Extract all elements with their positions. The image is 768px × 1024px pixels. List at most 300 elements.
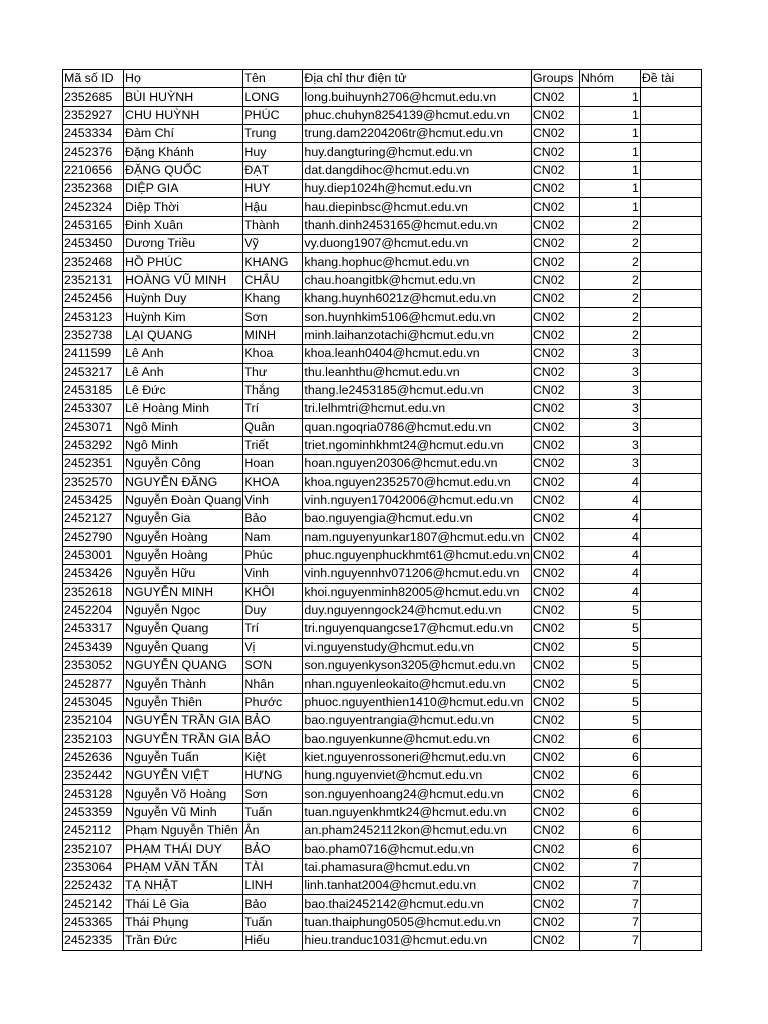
cell-last-name[interactable]: Đặng Khánh: [124, 143, 243, 161]
cell-team[interactable]: 2: [579, 290, 640, 308]
cell-id[interactable]: 2352442: [63, 767, 124, 785]
cell-groups[interactable]: CN02: [531, 748, 579, 766]
cell-topic[interactable]: [640, 253, 701, 271]
cell-topic[interactable]: [640, 895, 701, 913]
cell-email[interactable]: phuc.nguyenphuckhmt61@hcmut.edu.vn: [303, 546, 531, 564]
cell-last-name[interactable]: Nguyễn Thiên: [124, 693, 243, 711]
cell-topic[interactable]: [640, 363, 701, 381]
cell-last-name[interactable]: Trần Đức: [124, 932, 243, 950]
cell-id[interactable]: 2453001: [63, 546, 124, 564]
cell-topic[interactable]: [640, 473, 701, 491]
cell-last-name[interactable]: Nguyễn Vũ Minh: [124, 803, 243, 821]
cell-email[interactable]: thanh.dinh2453165@hcmut.edu.vn: [303, 216, 531, 234]
cell-topic[interactable]: [640, 546, 701, 564]
cell-team[interactable]: 3: [579, 400, 640, 418]
cell-topic[interactable]: [640, 88, 701, 106]
cell-topic[interactable]: [640, 491, 701, 509]
cell-topic[interactable]: [640, 125, 701, 143]
header-cell-topic[interactable]: Đề tài: [640, 70, 701, 88]
cell-email[interactable]: khoa.nguyen2352570@hcmut.edu.vn: [303, 473, 531, 491]
cell-email[interactable]: tuan.nguyenkhmtk24@hcmut.edu.vn: [303, 803, 531, 821]
cell-id[interactable]: 2453426: [63, 565, 124, 583]
cell-team[interactable]: 4: [579, 528, 640, 546]
cell-topic[interactable]: [640, 840, 701, 858]
cell-first-name[interactable]: Sơn: [243, 785, 303, 803]
cell-id[interactable]: 2352570: [63, 473, 124, 491]
cell-last-name[interactable]: NGUYỄN VIỆT: [124, 767, 243, 785]
cell-first-name[interactable]: KHOA: [243, 473, 303, 491]
cell-last-name[interactable]: NGUYỄN MINH: [124, 583, 243, 601]
cell-team[interactable]: 4: [579, 583, 640, 601]
cell-email[interactable]: chau.hoangitbk@hcmut.edu.vn: [303, 271, 531, 289]
cell-id[interactable]: 2352107: [63, 840, 124, 858]
cell-team[interactable]: 3: [579, 455, 640, 473]
cell-id[interactable]: 2453128: [63, 785, 124, 803]
cell-last-name[interactable]: Nguyễn Quang: [124, 638, 243, 656]
cell-groups[interactable]: CN02: [531, 767, 579, 785]
cell-topic[interactable]: [640, 748, 701, 766]
cell-id[interactable]: 2453450: [63, 235, 124, 253]
cell-id[interactable]: 2353064: [63, 858, 124, 876]
cell-first-name[interactable]: PHÚC: [243, 106, 303, 124]
cell-last-name[interactable]: Đàm Chí: [124, 125, 243, 143]
cell-first-name[interactable]: Triết: [243, 436, 303, 454]
cell-email[interactable]: nhan.nguyenleokaito@hcmut.edu.vn: [303, 675, 531, 693]
cell-id[interactable]: 2353052: [63, 657, 124, 675]
cell-topic[interactable]: [640, 730, 701, 748]
cell-last-name[interactable]: Nguyễn Hoàng: [124, 528, 243, 546]
cell-groups[interactable]: CN02: [531, 216, 579, 234]
cell-topic[interactable]: [640, 913, 701, 931]
cell-email[interactable]: hoan.nguyen20306@hcmut.edu.vn: [303, 455, 531, 473]
cell-groups[interactable]: CN02: [531, 693, 579, 711]
cell-team[interactable]: 5: [579, 693, 640, 711]
cell-id[interactable]: 2352104: [63, 712, 124, 730]
cell-first-name[interactable]: LINH: [243, 877, 303, 895]
cell-first-name[interactable]: Huy: [243, 143, 303, 161]
cell-last-name[interactable]: Lê Đức: [124, 381, 243, 399]
cell-groups[interactable]: CN02: [531, 546, 579, 564]
cell-last-name[interactable]: NGUYỄN QUANG: [124, 657, 243, 675]
cell-first-name[interactable]: Trí: [243, 620, 303, 638]
cell-team[interactable]: 3: [579, 345, 640, 363]
cell-topic[interactable]: [640, 235, 701, 253]
cell-first-name[interactable]: Trung: [243, 125, 303, 143]
cell-last-name[interactable]: HOÀNG VŨ MINH: [124, 271, 243, 289]
cell-first-name[interactable]: Khang: [243, 290, 303, 308]
cell-id[interactable]: 2452376: [63, 143, 124, 161]
cell-last-name[interactable]: Nguyễn Đoàn Quang: [124, 491, 243, 509]
cell-email[interactable]: son.nguyenhoang24@hcmut.edu.vn: [303, 785, 531, 803]
header-cell-id[interactable]: Mã số ID: [63, 70, 124, 88]
cell-team[interactable]: 1: [579, 125, 640, 143]
cell-id[interactable]: 2453045: [63, 693, 124, 711]
cell-groups[interactable]: CN02: [531, 253, 579, 271]
cell-last-name[interactable]: Diệp Thời: [124, 198, 243, 216]
cell-email[interactable]: tuan.thaiphung0505@hcmut.edu.vn: [303, 913, 531, 931]
cell-id[interactable]: 2210656: [63, 161, 124, 179]
cell-email[interactable]: phuc.chuhyn8254139@hcmut.edu.vn: [303, 106, 531, 124]
cell-email[interactable]: bao.nguyenkunne@hcmut.edu.vn: [303, 730, 531, 748]
cell-topic[interactable]: [640, 290, 701, 308]
cell-groups[interactable]: CN02: [531, 657, 579, 675]
cell-last-name[interactable]: TẠ NHẬT: [124, 877, 243, 895]
cell-groups[interactable]: CN02: [531, 528, 579, 546]
cell-first-name[interactable]: Vinh: [243, 491, 303, 509]
cell-team[interactable]: 1: [579, 161, 640, 179]
cell-last-name[interactable]: ĐẶNG QUỐC: [124, 161, 243, 179]
cell-email[interactable]: khoi.nguyenminh82005@hcmut.edu.vn: [303, 583, 531, 601]
cell-team[interactable]: 2: [579, 271, 640, 289]
cell-team[interactable]: 3: [579, 436, 640, 454]
cell-last-name[interactable]: NGUYỄN TRẦN GIA: [124, 712, 243, 730]
cell-team[interactable]: 3: [579, 418, 640, 436]
cell-first-name[interactable]: Hậu: [243, 198, 303, 216]
cell-team[interactable]: 6: [579, 803, 640, 821]
cell-last-name[interactable]: Huỳnh Kim: [124, 308, 243, 326]
cell-id[interactable]: 2452456: [63, 290, 124, 308]
cell-groups[interactable]: CN02: [531, 143, 579, 161]
cell-email[interactable]: linh.tanhat2004@hcmut.edu.vn: [303, 877, 531, 895]
cell-first-name[interactable]: Thành: [243, 216, 303, 234]
cell-last-name[interactable]: BÙI HUỲNH: [124, 88, 243, 106]
cell-last-name[interactable]: Lê Anh: [124, 345, 243, 363]
cell-team[interactable]: 2: [579, 253, 640, 271]
cell-id[interactable]: 2453185: [63, 381, 124, 399]
header-cell-groups[interactable]: Groups: [531, 70, 579, 88]
cell-id[interactable]: 2452127: [63, 510, 124, 528]
cell-groups[interactable]: CN02: [531, 271, 579, 289]
cell-id[interactable]: 2411599: [63, 345, 124, 363]
cell-first-name[interactable]: Vỹ: [243, 235, 303, 253]
cell-id[interactable]: 2452204: [63, 601, 124, 619]
cell-team[interactable]: 6: [579, 785, 640, 803]
cell-topic[interactable]: [640, 932, 701, 950]
cell-groups[interactable]: CN02: [531, 620, 579, 638]
cell-team[interactable]: 4: [579, 473, 640, 491]
cell-groups[interactable]: CN02: [531, 822, 579, 840]
cell-id[interactable]: 2352685: [63, 88, 124, 106]
cell-email[interactable]: quan.ngoqria0786@hcmut.edu.vn: [303, 418, 531, 436]
cell-groups[interactable]: CN02: [531, 455, 579, 473]
cell-groups[interactable]: CN02: [531, 290, 579, 308]
cell-last-name[interactable]: Nguyễn Hoàng: [124, 546, 243, 564]
cell-groups[interactable]: CN02: [531, 198, 579, 216]
cell-topic[interactable]: [640, 657, 701, 675]
cell-last-name[interactable]: Nguyễn Gia: [124, 510, 243, 528]
cell-topic[interactable]: [640, 161, 701, 179]
cell-last-name[interactable]: Nguyễn Quang: [124, 620, 243, 638]
cell-groups[interactable]: CN02: [531, 418, 579, 436]
cell-id[interactable]: 2453334: [63, 125, 124, 143]
cell-email[interactable]: duy.nguyenngock24@hcmut.edu.vn: [303, 601, 531, 619]
cell-id[interactable]: 2352618: [63, 583, 124, 601]
cell-first-name[interactable]: HƯNG: [243, 767, 303, 785]
cell-id[interactable]: 2352368: [63, 180, 124, 198]
cell-team[interactable]: 4: [579, 565, 640, 583]
cell-email[interactable]: long.buihuynh2706@hcmut.edu.vn: [303, 88, 531, 106]
cell-groups[interactable]: CN02: [531, 400, 579, 418]
cell-groups[interactable]: CN02: [531, 436, 579, 454]
cell-last-name[interactable]: PHẠM VĂN TẤN: [124, 858, 243, 876]
cell-first-name[interactable]: Thắng: [243, 381, 303, 399]
cell-first-name[interactable]: Thư: [243, 363, 303, 381]
cell-team[interactable]: 4: [579, 510, 640, 528]
cell-topic[interactable]: [640, 822, 701, 840]
cell-team[interactable]: 7: [579, 932, 640, 950]
cell-last-name[interactable]: Thái Phụng: [124, 913, 243, 931]
cell-last-name[interactable]: Nguyễn Tuấn: [124, 748, 243, 766]
cell-topic[interactable]: [640, 345, 701, 363]
cell-email[interactable]: son.huynhkim5106@hcmut.edu.vn: [303, 308, 531, 326]
cell-topic[interactable]: [640, 528, 701, 546]
cell-groups[interactable]: CN02: [531, 491, 579, 509]
cell-team[interactable]: 2: [579, 326, 640, 344]
cell-id[interactable]: 2453317: [63, 620, 124, 638]
cell-id[interactable]: 2452351: [63, 455, 124, 473]
cell-email[interactable]: bao.thai2452142@hcmut.edu.vn: [303, 895, 531, 913]
cell-team[interactable]: 5: [579, 620, 640, 638]
cell-email[interactable]: hung.nguyenviet@hcmut.edu.vn: [303, 767, 531, 785]
cell-first-name[interactable]: Vinh: [243, 565, 303, 583]
cell-topic[interactable]: [640, 180, 701, 198]
cell-groups[interactable]: CN02: [531, 675, 579, 693]
cell-team[interactable]: 4: [579, 546, 640, 564]
cell-last-name[interactable]: Nguyễn Thành: [124, 675, 243, 693]
cell-email[interactable]: minh.laihanzotachi@hcmut.edu.vn: [303, 326, 531, 344]
cell-email[interactable]: an.pham2452112kon@hcmut.edu.vn: [303, 822, 531, 840]
cell-topic[interactable]: [640, 712, 701, 730]
cell-topic[interactable]: [640, 308, 701, 326]
cell-last-name[interactable]: Nguyễn Công: [124, 455, 243, 473]
cell-id[interactable]: 2453217: [63, 363, 124, 381]
cell-topic[interactable]: [640, 803, 701, 821]
cell-email[interactable]: triet.ngominhkhmt24@hcmut.edu.vn: [303, 436, 531, 454]
cell-first-name[interactable]: Kiệt: [243, 748, 303, 766]
cell-team[interactable]: 5: [579, 712, 640, 730]
cell-topic[interactable]: [640, 693, 701, 711]
cell-email[interactable]: thu.leanhthu@hcmut.edu.vn: [303, 363, 531, 381]
cell-email[interactable]: phuoc.nguyenthien1410@hcmut.edu.vn: [303, 693, 531, 711]
cell-topic[interactable]: [640, 620, 701, 638]
cell-team[interactable]: 6: [579, 822, 640, 840]
cell-id[interactable]: 2352927: [63, 106, 124, 124]
cell-email[interactable]: trung.dam2204206tr@hcmut.edu.vn: [303, 125, 531, 143]
cell-groups[interactable]: CN02: [531, 803, 579, 821]
cell-first-name[interactable]: Phúc: [243, 546, 303, 564]
cell-topic[interactable]: [640, 418, 701, 436]
cell-topic[interactable]: [640, 638, 701, 656]
cell-id[interactable]: 2452335: [63, 932, 124, 950]
cell-email[interactable]: huy.diep1024h@hcmut.edu.vn: [303, 180, 531, 198]
cell-team[interactable]: 7: [579, 877, 640, 895]
cell-last-name[interactable]: Huỳnh Duy: [124, 290, 243, 308]
cell-topic[interactable]: [640, 216, 701, 234]
cell-first-name[interactable]: Duy: [243, 601, 303, 619]
cell-email[interactable]: kiet.nguyenrossoneri@hcmut.edu.vn: [303, 748, 531, 766]
cell-topic[interactable]: [640, 455, 701, 473]
cell-topic[interactable]: [640, 326, 701, 344]
cell-groups[interactable]: CN02: [531, 106, 579, 124]
cell-email[interactable]: son.nguyenkyson3205@hcmut.edu.vn: [303, 657, 531, 675]
cell-topic[interactable]: [640, 143, 701, 161]
cell-id[interactable]: 2352738: [63, 326, 124, 344]
cell-groups[interactable]: CN02: [531, 510, 579, 528]
header-cell-email[interactable]: Địa chỉ thư điện tử: [303, 70, 531, 88]
cell-last-name[interactable]: Phạm Nguyễn Thiên: [124, 822, 243, 840]
cell-team[interactable]: 5: [579, 601, 640, 619]
cell-team[interactable]: 6: [579, 748, 640, 766]
cell-email[interactable]: huy.dangturing@hcmut.edu.vn: [303, 143, 531, 161]
cell-first-name[interactable]: TÀI: [243, 858, 303, 876]
cell-id[interactable]: 2453365: [63, 913, 124, 931]
cell-team[interactable]: 7: [579, 858, 640, 876]
cell-team[interactable]: 2: [579, 216, 640, 234]
cell-first-name[interactable]: Hiếu: [243, 932, 303, 950]
cell-id[interactable]: 2352131: [63, 271, 124, 289]
cell-topic[interactable]: [640, 785, 701, 803]
cell-groups[interactable]: CN02: [531, 363, 579, 381]
cell-last-name[interactable]: LẠI QUANG: [124, 326, 243, 344]
cell-first-name[interactable]: BẢO: [243, 840, 303, 858]
cell-groups[interactable]: CN02: [531, 785, 579, 803]
cell-email[interactable]: dat.dangdihoc@hcmut.edu.vn: [303, 161, 531, 179]
cell-last-name[interactable]: Ngô Minh: [124, 436, 243, 454]
cell-topic[interactable]: [640, 858, 701, 876]
cell-last-name[interactable]: PHẠM THÁI DUY: [124, 840, 243, 858]
cell-team[interactable]: 1: [579, 143, 640, 161]
cell-last-name[interactable]: Ngô Minh: [124, 418, 243, 436]
cell-email[interactable]: khang.hophuc@hcmut.edu.vn: [303, 253, 531, 271]
cell-first-name[interactable]: Nam: [243, 528, 303, 546]
cell-id[interactable]: 2453071: [63, 418, 124, 436]
cell-topic[interactable]: [640, 106, 701, 124]
cell-topic[interactable]: [640, 767, 701, 785]
header-cell-first-name[interactable]: Tên: [243, 70, 303, 88]
cell-team[interactable]: 2: [579, 308, 640, 326]
cell-topic[interactable]: [640, 675, 701, 693]
cell-first-name[interactable]: Phước: [243, 693, 303, 711]
cell-last-name[interactable]: Lê Hoàng Minh: [124, 400, 243, 418]
cell-topic[interactable]: [640, 198, 701, 216]
cell-email[interactable]: tri.lelhmtri@hcmut.edu.vn: [303, 400, 531, 418]
cell-first-name[interactable]: Bảo: [243, 510, 303, 528]
cell-groups[interactable]: CN02: [531, 913, 579, 931]
cell-groups[interactable]: CN02: [531, 895, 579, 913]
cell-first-name[interactable]: Ân: [243, 822, 303, 840]
cell-email[interactable]: khang.huynh6021z@hcmut.edu.vn: [303, 290, 531, 308]
cell-id[interactable]: 2252432: [63, 877, 124, 895]
cell-groups[interactable]: CN02: [531, 712, 579, 730]
cell-first-name[interactable]: Vị: [243, 638, 303, 656]
cell-topic[interactable]: [640, 601, 701, 619]
cell-first-name[interactable]: BẢO: [243, 730, 303, 748]
cell-first-name[interactable]: LONG: [243, 88, 303, 106]
cell-groups[interactable]: CN02: [531, 601, 579, 619]
cell-topic[interactable]: [640, 565, 701, 583]
cell-first-name[interactable]: CHÂU: [243, 271, 303, 289]
cell-email[interactable]: vinh.nguyen17042006@hcmut.edu.vn: [303, 491, 531, 509]
cell-groups[interactable]: CN02: [531, 638, 579, 656]
cell-last-name[interactable]: DIỆP GIA: [124, 180, 243, 198]
cell-email[interactable]: bao.nguyengia@hcmut.edu.vn: [303, 510, 531, 528]
header-cell-last-name[interactable]: Họ: [124, 70, 243, 88]
cell-team[interactable]: 5: [579, 657, 640, 675]
cell-last-name[interactable]: Dương Triều: [124, 235, 243, 253]
cell-topic[interactable]: [640, 583, 701, 601]
cell-groups[interactable]: CN02: [531, 858, 579, 876]
cell-groups[interactable]: CN02: [531, 345, 579, 363]
cell-last-name[interactable]: Nguyễn Ngọc: [124, 601, 243, 619]
cell-groups[interactable]: CN02: [531, 235, 579, 253]
cell-topic[interactable]: [640, 271, 701, 289]
cell-id[interactable]: 2453439: [63, 638, 124, 656]
cell-email[interactable]: hau.diepinbsc@hcmut.edu.vn: [303, 198, 531, 216]
cell-first-name[interactable]: Tuấn: [243, 803, 303, 821]
cell-topic[interactable]: [640, 436, 701, 454]
cell-email[interactable]: hieu.tranduc1031@hcmut.edu.vn: [303, 932, 531, 950]
cell-id[interactable]: 2453123: [63, 308, 124, 326]
cell-id[interactable]: 2452142: [63, 895, 124, 913]
cell-first-name[interactable]: Quân: [243, 418, 303, 436]
cell-email[interactable]: vinh.nguyennhv071206@hcmut.edu.vn: [303, 565, 531, 583]
cell-last-name[interactable]: CHU HUỲNH: [124, 106, 243, 124]
cell-team[interactable]: 5: [579, 638, 640, 656]
cell-groups[interactable]: CN02: [531, 381, 579, 399]
cell-id[interactable]: 2452324: [63, 198, 124, 216]
cell-first-name[interactable]: Tuấn: [243, 913, 303, 931]
cell-first-name[interactable]: HUY: [243, 180, 303, 198]
cell-id[interactable]: 2453307: [63, 400, 124, 418]
cell-groups[interactable]: CN02: [531, 877, 579, 895]
header-cell-team[interactable]: Nhóm: [579, 70, 640, 88]
cell-first-name[interactable]: MINH: [243, 326, 303, 344]
cell-groups[interactable]: CN02: [531, 326, 579, 344]
cell-team[interactable]: 6: [579, 730, 640, 748]
cell-team[interactable]: 6: [579, 840, 640, 858]
cell-first-name[interactable]: Hoan: [243, 455, 303, 473]
cell-team[interactable]: 1: [579, 198, 640, 216]
cell-last-name[interactable]: HỒ PHÚC: [124, 253, 243, 271]
cell-team[interactable]: 2: [579, 235, 640, 253]
cell-groups[interactable]: CN02: [531, 473, 579, 491]
cell-last-name[interactable]: Nguyễn Hữu: [124, 565, 243, 583]
cell-last-name[interactable]: NGUYỄN ĐĂNG: [124, 473, 243, 491]
cell-email[interactable]: tri.nguyenquangcse17@hcmut.edu.vn: [303, 620, 531, 638]
cell-id[interactable]: 2452636: [63, 748, 124, 766]
cell-id[interactable]: 2452877: [63, 675, 124, 693]
cell-groups[interactable]: CN02: [531, 565, 579, 583]
cell-email[interactable]: thang.le2453185@hcmut.edu.vn: [303, 381, 531, 399]
cell-first-name[interactable]: Bảo: [243, 895, 303, 913]
cell-team[interactable]: 6: [579, 767, 640, 785]
cell-last-name[interactable]: Đinh Xuân: [124, 216, 243, 234]
cell-groups[interactable]: CN02: [531, 730, 579, 748]
cell-groups[interactable]: CN02: [531, 840, 579, 858]
cell-first-name[interactable]: Trí: [243, 400, 303, 418]
cell-groups[interactable]: CN02: [531, 125, 579, 143]
cell-id[interactable]: 2453165: [63, 216, 124, 234]
cell-id[interactable]: 2452112: [63, 822, 124, 840]
cell-email[interactable]: bao.nguyentrangia@hcmut.edu.vn: [303, 712, 531, 730]
cell-first-name[interactable]: ĐẠT: [243, 161, 303, 179]
cell-team[interactable]: 7: [579, 895, 640, 913]
cell-team[interactable]: 1: [579, 106, 640, 124]
cell-topic[interactable]: [640, 510, 701, 528]
cell-last-name[interactable]: Nguyễn Võ Hoàng: [124, 785, 243, 803]
cell-topic[interactable]: [640, 400, 701, 418]
cell-team[interactable]: 5: [579, 675, 640, 693]
